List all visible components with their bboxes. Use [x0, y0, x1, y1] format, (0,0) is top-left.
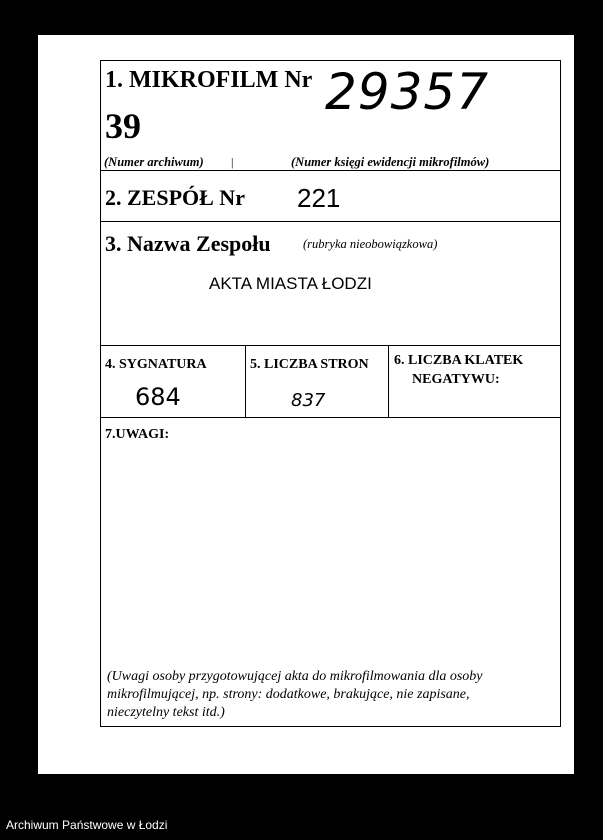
- register-number-caption: (Numer księgi ewidencji mikrofilmów): [291, 155, 490, 169]
- collection-number-value: 221: [297, 183, 341, 213]
- divider-3-4: [101, 345, 560, 346]
- remarks-label: 7.UWAGI:: [105, 427, 170, 442]
- divider-col-4-5: [245, 346, 246, 417]
- signature-label: 4. SYGNATURA: [105, 357, 207, 372]
- divider-4-7: [101, 417, 560, 418]
- divider-1-2: [101, 170, 560, 171]
- archive-number: 39: [105, 106, 141, 146]
- divider-col-5-6: [388, 346, 389, 417]
- negative-frames-label-line2: NEGATYWU:: [412, 372, 500, 387]
- collection-number-label: 2. ZESPÓŁ Nr: [105, 185, 245, 210]
- microfilm-label: 1. MIKROFILM Nr: [105, 67, 313, 93]
- page-count-value: 837: [291, 390, 326, 411]
- archive-credit: Archiwum Państwowe w Łodzi: [6, 818, 168, 832]
- microfilm-number: 29357: [325, 63, 490, 121]
- remarks-note-line3: nieczytelny tekst itd.): [107, 705, 225, 720]
- collection-name-note: (rubryka nieobowiązkowa): [303, 237, 438, 251]
- remarks-note-line1: (Uwagi osoby przygotowującej akta do mikrofilmowania dla osoby: [107, 669, 483, 684]
- collection-name-label: 3. Nazwa Zespołu: [105, 231, 271, 256]
- page-count-label: 5. LICZBA STRON: [250, 357, 369, 372]
- divider-2-3: [101, 221, 560, 222]
- caption-divider-mark: |: [231, 155, 234, 169]
- collection-name-value: AKTA MIASTA ŁODZI: [209, 274, 372, 293]
- signature-value: 684: [135, 383, 181, 411]
- remarks-note-line2: mikrofilmującej, np. strony: dodatkowe, brakujące, nie zapisane,: [107, 687, 470, 702]
- archive-number-caption: (Numer archiwum): [104, 155, 204, 169]
- negative-frames-label-line1: 6. LICZBA KLATEK: [394, 353, 524, 368]
- microfilm-card: [100, 60, 561, 727]
